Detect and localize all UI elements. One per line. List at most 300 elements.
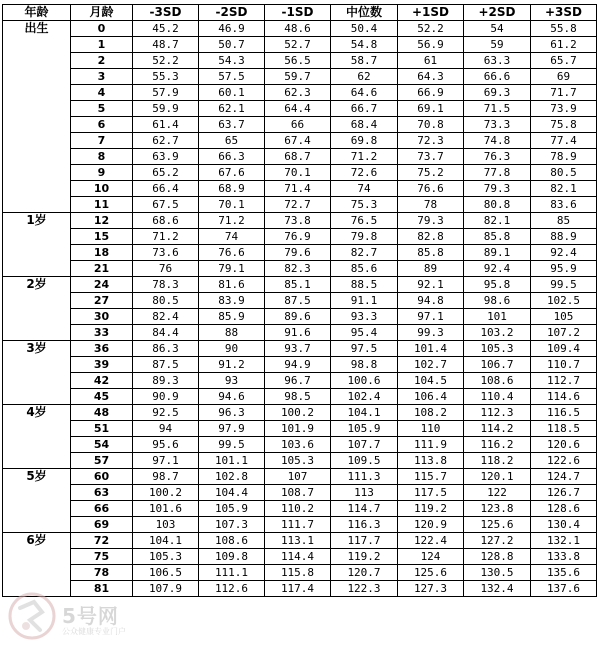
header-minus1sd: -1SD xyxy=(265,5,331,21)
table-row xyxy=(3,181,597,197)
value-cell-minus1sd: 93.7 xyxy=(265,341,331,357)
value-cell-median: 117.7 xyxy=(331,533,398,549)
value-cell-minus1sd: 56.5 xyxy=(265,53,331,69)
value-cell-minus1sd: 94.9 xyxy=(265,357,331,373)
value-cell-plus3sd: 99.5 xyxy=(531,277,597,293)
header-age: 年龄 xyxy=(3,5,71,21)
value-cell-plus1sd: 97.1 xyxy=(398,309,464,325)
month-cell: 0 xyxy=(71,21,133,37)
value-cell-plus1sd: 101.4 xyxy=(398,341,464,357)
value-cell-plus1sd: 120.9 xyxy=(398,517,464,533)
value-cell-median: 105.9 xyxy=(331,421,398,437)
value-cell-plus2sd: 73.3 xyxy=(464,117,531,133)
age-cell xyxy=(3,581,71,597)
value-cell-plus3sd: 65.7 xyxy=(531,53,597,69)
age-cell xyxy=(3,565,71,581)
value-cell-minus2sd: 70.1 xyxy=(199,197,265,213)
value-cell-minus2sd: 109.8 xyxy=(199,549,265,565)
table-row xyxy=(3,165,597,181)
value-cell-plus2sd: 108.6 xyxy=(464,373,531,389)
value-cell-plus2sd: 63.3 xyxy=(464,53,531,69)
age-cell xyxy=(3,549,71,565)
value-cell-minus1sd: 89.6 xyxy=(265,309,331,325)
age-cell xyxy=(3,149,71,165)
header-plus3sd: +3SD xyxy=(531,5,597,21)
value-cell-plus2sd: 101 xyxy=(464,309,531,325)
value-cell-minus2sd: 93 xyxy=(199,373,265,389)
value-cell-median: 93.3 xyxy=(331,309,398,325)
value-cell-plus1sd: 94.8 xyxy=(398,293,464,309)
value-cell-minus2sd: 71.2 xyxy=(199,213,265,229)
value-cell-minus3sd: 89.3 xyxy=(133,373,199,389)
value-cell-minus2sd: 63.7 xyxy=(199,117,265,133)
value-cell-plus3sd: 132.1 xyxy=(531,533,597,549)
value-cell-plus3sd: 110.7 xyxy=(531,357,597,373)
age-cell xyxy=(3,69,71,85)
header-month: 月龄 xyxy=(71,5,133,21)
header-minus2sd: -2SD xyxy=(199,5,265,21)
value-cell-minus3sd: 48.7 xyxy=(133,37,199,53)
age-cell: 6岁 xyxy=(3,533,71,549)
month-cell: 3 xyxy=(71,69,133,85)
age-cell xyxy=(3,357,71,373)
value-cell-plus2sd: 110.4 xyxy=(464,389,531,405)
value-cell-minus1sd: 59.7 xyxy=(265,69,331,85)
value-cell-plus2sd: 80.8 xyxy=(464,197,531,213)
table-row xyxy=(3,197,597,213)
month-cell: 18 xyxy=(71,245,133,261)
value-cell-median: 68.4 xyxy=(331,117,398,133)
value-cell-median: 109.5 xyxy=(331,453,398,469)
value-cell-minus1sd: 79.6 xyxy=(265,245,331,261)
value-cell-minus3sd: 71.2 xyxy=(133,229,199,245)
value-cell-median: 66.7 xyxy=(331,101,398,117)
value-cell-minus3sd: 62.7 xyxy=(133,133,199,149)
value-cell-minus2sd: 54.3 xyxy=(199,53,265,69)
value-cell-median: 116.3 xyxy=(331,517,398,533)
value-cell-minus3sd: 76 xyxy=(133,261,199,277)
value-cell-plus2sd: 130.5 xyxy=(464,565,531,581)
header-plus2sd: +2SD xyxy=(464,5,531,21)
value-cell-minus2sd: 68.9 xyxy=(199,181,265,197)
value-cell-median: 119.2 xyxy=(331,549,398,565)
month-cell: 9 xyxy=(71,165,133,181)
value-cell-minus1sd: 85.1 xyxy=(265,277,331,293)
age-cell xyxy=(3,421,71,437)
value-cell-plus3sd: 112.7 xyxy=(531,373,597,389)
value-cell-plus1sd: 73.7 xyxy=(398,149,464,165)
value-cell-plus1sd: 76.6 xyxy=(398,181,464,197)
value-cell-plus3sd: 105 xyxy=(531,309,597,325)
value-cell-median: 85.6 xyxy=(331,261,398,277)
value-cell-plus2sd: 103.2 xyxy=(464,325,531,341)
value-cell-minus3sd: 105.3 xyxy=(133,549,199,565)
value-cell-minus2sd: 46.9 xyxy=(199,21,265,37)
value-cell-minus1sd: 70.1 xyxy=(265,165,331,181)
value-cell-minus1sd: 103.6 xyxy=(265,437,331,453)
table-row xyxy=(3,501,597,517)
header-plus1sd: +1SD xyxy=(398,5,464,21)
value-cell-plus2sd: 89.1 xyxy=(464,245,531,261)
value-cell-minus1sd: 71.4 xyxy=(265,181,331,197)
value-cell-minus3sd: 73.6 xyxy=(133,245,199,261)
value-cell-plus1sd: 113.8 xyxy=(398,453,464,469)
month-cell: 57 xyxy=(71,453,133,469)
value-cell-minus2sd: 101.1 xyxy=(199,453,265,469)
value-cell-plus3sd: 88.9 xyxy=(531,229,597,245)
age-cell xyxy=(3,197,71,213)
value-cell-minus3sd: 107.9 xyxy=(133,581,199,597)
value-cell-minus2sd: 97.9 xyxy=(199,421,265,437)
value-cell-plus3sd: 133.8 xyxy=(531,549,597,565)
value-cell-minus1sd: 100.2 xyxy=(265,405,331,421)
value-cell-minus1sd: 91.6 xyxy=(265,325,331,341)
table-row xyxy=(3,309,597,325)
value-cell-plus1sd: 124 xyxy=(398,549,464,565)
age-cell: 出生 xyxy=(3,21,71,37)
value-cell-plus2sd: 82.1 xyxy=(464,213,531,229)
value-cell-plus3sd: 82.1 xyxy=(531,181,597,197)
month-cell: 75 xyxy=(71,549,133,565)
month-cell: 5 xyxy=(71,101,133,117)
value-cell-minus2sd: 90 xyxy=(199,341,265,357)
month-cell: 39 xyxy=(71,357,133,373)
value-cell-median: 122.3 xyxy=(331,581,398,597)
value-cell-plus2sd: 79.3 xyxy=(464,181,531,197)
value-cell-minus3sd: 106.5 xyxy=(133,565,199,581)
value-cell-median: 104.1 xyxy=(331,405,398,421)
age-cell xyxy=(3,453,71,469)
value-cell-minus2sd: 102.8 xyxy=(199,469,265,485)
age-cell xyxy=(3,501,71,517)
value-cell-plus1sd: 61 xyxy=(398,53,464,69)
value-cell-plus1sd: 108.2 xyxy=(398,405,464,421)
age-cell xyxy=(3,373,71,389)
month-cell: 81 xyxy=(71,581,133,597)
table-body xyxy=(3,21,597,597)
value-cell-plus2sd: 106.7 xyxy=(464,357,531,373)
value-cell-plus3sd: 61.2 xyxy=(531,37,597,53)
value-cell-plus3sd: 83.6 xyxy=(531,197,597,213)
age-cell xyxy=(3,165,71,181)
value-cell-plus1sd: 115.7 xyxy=(398,469,464,485)
value-cell-minus3sd: 57.9 xyxy=(133,85,199,101)
value-cell-plus2sd: 128.8 xyxy=(464,549,531,565)
age-cell xyxy=(3,229,71,245)
age-cell: 5岁 xyxy=(3,469,71,485)
age-cell xyxy=(3,437,71,453)
month-cell: 60 xyxy=(71,469,133,485)
value-cell-minus3sd: 90.9 xyxy=(133,389,199,405)
value-cell-minus3sd: 80.5 xyxy=(133,293,199,309)
age-cell xyxy=(3,53,71,69)
value-cell-plus1sd: 56.9 xyxy=(398,37,464,53)
table-row xyxy=(3,373,597,389)
value-cell-minus3sd: 103 xyxy=(133,517,199,533)
value-cell-plus2sd: 122 xyxy=(464,485,531,501)
value-cell-minus2sd: 57.5 xyxy=(199,69,265,85)
value-cell-median: 58.7 xyxy=(331,53,398,69)
value-cell-plus3sd: 135.6 xyxy=(531,565,597,581)
month-cell: 33 xyxy=(71,325,133,341)
value-cell-plus1sd: 106.4 xyxy=(398,389,464,405)
value-cell-minus3sd: 104.1 xyxy=(133,533,199,549)
value-cell-median: 114.7 xyxy=(331,501,398,517)
value-cell-minus2sd: 66.3 xyxy=(199,149,265,165)
value-cell-minus2sd: 107.3 xyxy=(199,517,265,533)
value-cell-plus3sd: 80.5 xyxy=(531,165,597,181)
value-cell-minus3sd: 65.2 xyxy=(133,165,199,181)
value-cell-minus3sd: 101.6 xyxy=(133,501,199,517)
value-cell-plus1sd: 122.4 xyxy=(398,533,464,549)
value-cell-plus3sd: 71.7 xyxy=(531,85,597,101)
age-cell xyxy=(3,389,71,405)
value-cell-minus1sd: 96.7 xyxy=(265,373,331,389)
value-cell-minus2sd: 67.6 xyxy=(199,165,265,181)
age-cell xyxy=(3,261,71,277)
value-cell-minus3sd: 68.6 xyxy=(133,213,199,229)
value-cell-minus1sd: 82.3 xyxy=(265,261,331,277)
value-cell-plus1sd: 104.5 xyxy=(398,373,464,389)
age-cell: 1岁 xyxy=(3,213,71,229)
age-cell xyxy=(3,37,71,53)
month-cell: 2 xyxy=(71,53,133,69)
value-cell-minus1sd: 98.5 xyxy=(265,389,331,405)
value-cell-minus3sd: 61.4 xyxy=(133,117,199,133)
value-cell-minus2sd: 81.6 xyxy=(199,277,265,293)
value-cell-minus1sd: 72.7 xyxy=(265,197,331,213)
value-cell-plus3sd: 55.8 xyxy=(531,21,597,37)
value-cell-minus2sd: 112.6 xyxy=(199,581,265,597)
month-cell: 78 xyxy=(71,565,133,581)
value-cell-plus1sd: 117.5 xyxy=(398,485,464,501)
value-cell-plus3sd: 118.5 xyxy=(531,421,597,437)
value-cell-plus3sd: 77.4 xyxy=(531,133,597,149)
value-cell-plus3sd: 107.2 xyxy=(531,325,597,341)
age-cell: 3岁 xyxy=(3,341,71,357)
value-cell-median: 69.8 xyxy=(331,133,398,149)
table-row xyxy=(3,421,597,437)
month-cell: 21 xyxy=(71,261,133,277)
value-cell-plus3sd: 114.6 xyxy=(531,389,597,405)
watermark-subtitle: 公众健康专业门户 xyxy=(62,627,126,636)
value-cell-median: 111.3 xyxy=(331,469,398,485)
month-cell: 51 xyxy=(71,421,133,437)
table-row xyxy=(3,485,597,501)
value-cell-median: 76.5 xyxy=(331,213,398,229)
value-cell-plus1sd: 75.2 xyxy=(398,165,464,181)
value-cell-plus3sd: 92.4 xyxy=(531,245,597,261)
value-cell-plus2sd: 54 xyxy=(464,21,531,37)
age-cell xyxy=(3,485,71,501)
month-cell: 1 xyxy=(71,37,133,53)
value-cell-minus3sd: 94 xyxy=(133,421,199,437)
value-cell-minus3sd: 45.2 xyxy=(133,21,199,37)
value-cell-minus2sd: 108.6 xyxy=(199,533,265,549)
month-cell: 8 xyxy=(71,149,133,165)
value-cell-plus1sd: 72.3 xyxy=(398,133,464,149)
value-cell-plus2sd: 123.8 xyxy=(464,501,531,517)
value-cell-plus2sd: 92.4 xyxy=(464,261,531,277)
value-cell-minus3sd: 95.6 xyxy=(133,437,199,453)
age-cell xyxy=(3,245,71,261)
table-row xyxy=(3,453,597,469)
value-cell-minus2sd: 88 xyxy=(199,325,265,341)
month-cell: 27 xyxy=(71,293,133,309)
value-cell-plus2sd: 95.8 xyxy=(464,277,531,293)
age-cell xyxy=(3,293,71,309)
age-cell xyxy=(3,133,71,149)
value-cell-median: 79.8 xyxy=(331,229,398,245)
table-row xyxy=(3,357,597,373)
value-cell-median: 95.4 xyxy=(331,325,398,341)
age-cell xyxy=(3,309,71,325)
age-cell: 4岁 xyxy=(3,405,71,421)
month-cell: 6 xyxy=(71,117,133,133)
value-cell-plus2sd: 120.1 xyxy=(464,469,531,485)
watermark-logo-icon xyxy=(6,590,58,642)
month-cell: 24 xyxy=(71,277,133,293)
value-cell-minus1sd: 87.5 xyxy=(265,293,331,309)
value-cell-minus2sd: 50.7 xyxy=(199,37,265,53)
value-cell-minus1sd: 67.4 xyxy=(265,133,331,149)
value-cell-minus1sd: 101.9 xyxy=(265,421,331,437)
month-cell: 45 xyxy=(71,389,133,405)
value-cell-median: 72.6 xyxy=(331,165,398,181)
table-row xyxy=(3,117,597,133)
value-cell-plus1sd: 85.8 xyxy=(398,245,464,261)
age-cell xyxy=(3,325,71,341)
age-cell xyxy=(3,101,71,117)
month-cell: 42 xyxy=(71,373,133,389)
value-cell-plus1sd: 89 xyxy=(398,261,464,277)
month-cell: 12 xyxy=(71,213,133,229)
table-row xyxy=(3,533,597,549)
table-row xyxy=(3,101,597,117)
value-cell-minus1sd: 113.1 xyxy=(265,533,331,549)
value-cell-minus2sd: 74 xyxy=(199,229,265,245)
value-cell-minus3sd: 82.4 xyxy=(133,309,199,325)
value-cell-median: 97.5 xyxy=(331,341,398,357)
table-row xyxy=(3,405,597,421)
value-cell-plus3sd: 128.6 xyxy=(531,501,597,517)
month-cell: 15 xyxy=(71,229,133,245)
value-cell-minus2sd: 76.6 xyxy=(199,245,265,261)
value-cell-minus3sd: 97.1 xyxy=(133,453,199,469)
value-cell-plus1sd: 102.7 xyxy=(398,357,464,373)
value-cell-plus3sd: 124.7 xyxy=(531,469,597,485)
table-row xyxy=(3,213,597,229)
growth-table-container xyxy=(2,4,596,638)
value-cell-minus1sd: 117.4 xyxy=(265,581,331,597)
value-cell-median: 120.7 xyxy=(331,565,398,581)
value-cell-plus1sd: 82.8 xyxy=(398,229,464,245)
age-cell xyxy=(3,181,71,197)
value-cell-minus3sd: 67.5 xyxy=(133,197,199,213)
table-row xyxy=(3,261,597,277)
value-cell-minus3sd: 78.3 xyxy=(133,277,199,293)
value-cell-minus2sd: 99.5 xyxy=(199,437,265,453)
value-cell-minus3sd: 66.4 xyxy=(133,181,199,197)
value-cell-median: 64.6 xyxy=(331,85,398,101)
value-cell-minus3sd: 98.7 xyxy=(133,469,199,485)
value-cell-plus1sd: 70.8 xyxy=(398,117,464,133)
value-cell-minus1sd: 62.3 xyxy=(265,85,331,101)
value-cell-median: 98.8 xyxy=(331,357,398,373)
value-cell-median: 91.1 xyxy=(331,293,398,309)
table-row xyxy=(3,133,597,149)
value-cell-plus1sd: 127.3 xyxy=(398,581,464,597)
table-row xyxy=(3,389,597,405)
value-cell-minus1sd: 107 xyxy=(265,469,331,485)
value-cell-minus2sd: 83.9 xyxy=(199,293,265,309)
value-cell-median: 54.8 xyxy=(331,37,398,53)
value-cell-minus1sd: 52.7 xyxy=(265,37,331,53)
month-cell: 48 xyxy=(71,405,133,421)
table-row xyxy=(3,85,597,101)
value-cell-minus3sd: 92.5 xyxy=(133,405,199,421)
table-header-row xyxy=(3,5,597,21)
value-cell-plus3sd: 130.4 xyxy=(531,517,597,533)
value-cell-plus2sd: 98.6 xyxy=(464,293,531,309)
table-row xyxy=(3,293,597,309)
value-cell-minus1sd: 105.3 xyxy=(265,453,331,469)
value-cell-plus1sd: 64.3 xyxy=(398,69,464,85)
value-cell-minus3sd: 84.4 xyxy=(133,325,199,341)
table-row xyxy=(3,277,597,293)
value-cell-plus3sd: 122.6 xyxy=(531,453,597,469)
value-cell-plus1sd: 111.9 xyxy=(398,437,464,453)
value-cell-minus3sd: 55.3 xyxy=(133,69,199,85)
value-cell-plus2sd: 77.8 xyxy=(464,165,531,181)
table-row xyxy=(3,229,597,245)
value-cell-minus1sd: 110.2 xyxy=(265,501,331,517)
value-cell-minus2sd: 85.9 xyxy=(199,309,265,325)
value-cell-median: 50.4 xyxy=(331,21,398,37)
value-cell-minus3sd: 59.9 xyxy=(133,101,199,117)
age-cell xyxy=(3,517,71,533)
watermark-brand: 5号网 xyxy=(62,604,119,628)
value-cell-plus1sd: 52.2 xyxy=(398,21,464,37)
value-cell-plus1sd: 69.1 xyxy=(398,101,464,117)
value-cell-median: 100.6 xyxy=(331,373,398,389)
value-cell-plus3sd: 120.6 xyxy=(531,437,597,453)
month-cell: 7 xyxy=(71,133,133,149)
value-cell-minus2sd: 96.3 xyxy=(199,405,265,421)
value-cell-plus2sd: 85.8 xyxy=(464,229,531,245)
table-row xyxy=(3,325,597,341)
value-cell-plus1sd: 125.6 xyxy=(398,565,464,581)
table-row xyxy=(3,69,597,85)
value-cell-plus3sd: 69 xyxy=(531,69,597,85)
value-cell-plus2sd: 127.2 xyxy=(464,533,531,549)
table-row xyxy=(3,37,597,53)
value-cell-plus1sd: 99.3 xyxy=(398,325,464,341)
watermark xyxy=(6,590,146,642)
age-cell xyxy=(3,117,71,133)
value-cell-plus2sd: 105.3 xyxy=(464,341,531,357)
value-cell-minus2sd: 65 xyxy=(199,133,265,149)
value-cell-plus3sd: 102.5 xyxy=(531,293,597,309)
value-cell-plus3sd: 95.9 xyxy=(531,261,597,277)
value-cell-minus1sd: 68.7 xyxy=(265,149,331,165)
value-cell-minus2sd: 104.4 xyxy=(199,485,265,501)
value-cell-minus1sd: 76.9 xyxy=(265,229,331,245)
value-cell-minus1sd: 114.4 xyxy=(265,549,331,565)
value-cell-minus1sd: 111.7 xyxy=(265,517,331,533)
value-cell-minus3sd: 52.2 xyxy=(133,53,199,69)
value-cell-plus3sd: 75.8 xyxy=(531,117,597,133)
